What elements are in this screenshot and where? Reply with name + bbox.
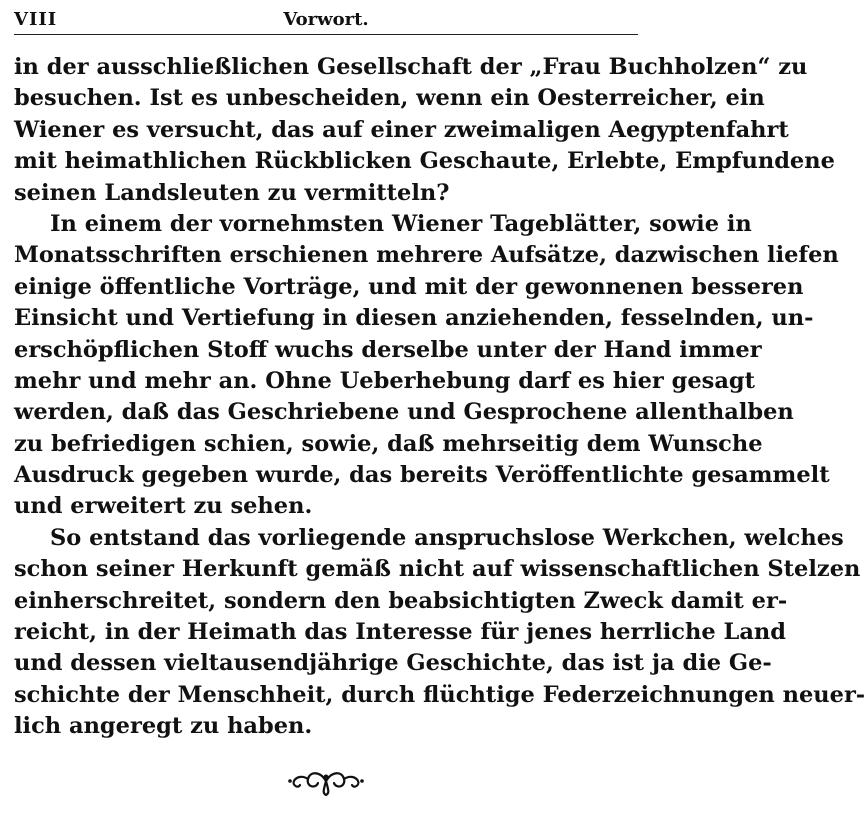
text-line: schon seiner Herkunft gemäß nicht auf wissenschaftlichen Stelzen <box>14 556 861 583</box>
text-line: So entstand das vorliegende anspruchslose Werkchen, welches <box>50 524 844 551</box>
text-line: In einem der vornehmsten Wiener Tageblätter, sowie in <box>50 210 752 237</box>
text-line: lich angeregt zu haben. <box>14 713 313 740</box>
text-line: einige öffentliche Vorträge, und mit der gewonnenen besseren <box>14 273 804 300</box>
text-line: Einsicht und Vertiefung in diesen anziehenden, fesselnden, un- <box>14 305 814 332</box>
text-line: mehr und mehr an. Ohne Ueberhebung darf es hier gesagt <box>14 367 756 394</box>
text-line: Ausdruck gegeben wurde, das bereits Veröffentlichte gesammelt <box>14 462 830 489</box>
text-line: in der ausschließlichen Gesellschaft der „Frau Buchholzen“ zu <box>14 54 808 80</box>
text-line: und dessen vieltausendjährige Geschichte, das ist ja die Ge- <box>14 650 772 677</box>
page-number: VIII <box>14 9 58 30</box>
running-title: Vorwort. <box>283 9 369 30</box>
header-rule <box>14 34 638 35</box>
page-header <box>14 8 638 32</box>
paragraph <box>14 52 835 209</box>
text-line: erschöpflichen Stoff wuchs derselbe unter der Hand immer <box>14 336 762 363</box>
text-line: werden, daß das Geschriebene und Gesprochene allenthalben <box>14 399 794 426</box>
text-line: seinen Landsleuten zu vermitteln? <box>14 179 450 206</box>
body-text <box>14 52 865 743</box>
text-line: schichte der Menschheit, durch flüchtige Federzeichnungen neuer- <box>14 681 865 708</box>
text-line: Wiener es versucht, das auf einer zweimaligen Aegyptenfahrt <box>14 116 789 143</box>
paragraph <box>14 209 839 523</box>
text-line: besuchen. Ist es unbescheiden, wenn ein Oesterreicher, ein <box>14 85 765 112</box>
text-line: mit heimathlichen Rückblicken Geschaute, Erlebte, Empfundene <box>14 148 835 175</box>
text-line: zu befriedigen schien, sowie, daß mehrseitig dem Wunsche <box>14 430 763 457</box>
fleuron-ornament-icon <box>286 765 366 797</box>
text-line: Monatsschriften erschienen mehrere Aufsätze, dazwischen liefen <box>14 242 839 269</box>
text-line: einherschreitet, sondern den beabsichtigten Zweck damit er- <box>14 587 788 614</box>
text-line: und erweitert zu sehen. <box>14 493 313 520</box>
paragraph <box>14 523 865 743</box>
text-line: reicht, in der Heimath das Interesse für jenes herrliche Land <box>14 619 786 646</box>
